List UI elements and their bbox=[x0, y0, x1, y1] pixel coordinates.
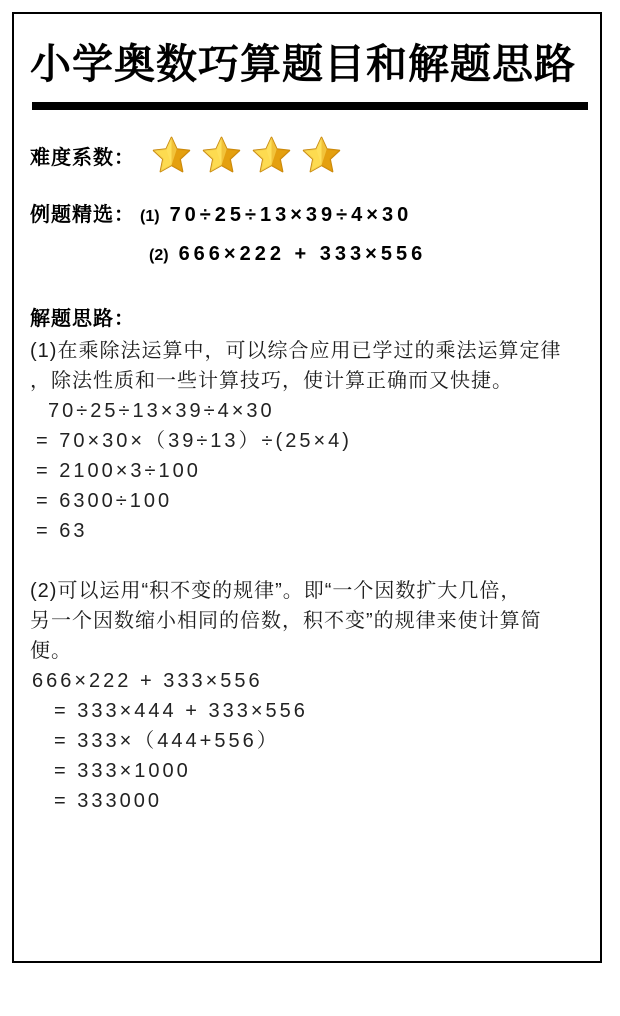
solution-2-steps bbox=[30, 666, 584, 816]
example-2-number: (2) bbox=[149, 247, 169, 264]
example-row-1 bbox=[30, 198, 584, 224]
difficulty-label: 难度系数： bbox=[30, 146, 135, 169]
solution-1-intro-line-1: (1)在乘除法运算中，可以综合应用已学过的乘法运算定律 bbox=[30, 340, 562, 362]
equation-line: = 2100×3÷100 bbox=[36, 460, 201, 482]
star-rating bbox=[151, 135, 342, 176]
star-icon bbox=[151, 135, 192, 176]
solution-label: 解题思路： bbox=[30, 308, 135, 330]
page-border bbox=[12, 12, 602, 963]
equation-line: = 333×（444+556） bbox=[54, 730, 280, 752]
example-1-number: (1) bbox=[140, 208, 160, 225]
equation-line: = 6300÷100 bbox=[36, 490, 173, 512]
solution-1-intro bbox=[30, 336, 584, 396]
example-1-expression: 70÷25÷13×39÷4×30 bbox=[169, 204, 413, 226]
solution-1-steps bbox=[30, 396, 584, 546]
equation-line: 70÷25÷13×39÷4×30 bbox=[48, 400, 275, 422]
equation-line: = 333×444 + 333×556 bbox=[54, 700, 308, 722]
equation-line: = 333×1000 bbox=[54, 760, 191, 782]
difficulty-row bbox=[30, 132, 584, 178]
solution-1-intro-line-2: ，除法性质和一些计算技巧，使计算正确而又快捷。 bbox=[30, 370, 513, 392]
equation-line: 666×222 + 333×556 bbox=[32, 670, 263, 692]
examples-section bbox=[30, 198, 584, 269]
page-title: 小学奥数巧算题目和解题思路 bbox=[30, 41, 576, 87]
solution-2-intro-line-3: 便。 bbox=[30, 640, 72, 662]
example-2-expression: 666×222 + 333×556 bbox=[178, 243, 427, 265]
example-row-2 bbox=[30, 243, 584, 269]
star-icon bbox=[201, 135, 242, 176]
equation-line: = 333000 bbox=[54, 790, 162, 812]
solution-2-intro bbox=[30, 576, 584, 666]
star-icon bbox=[251, 135, 292, 176]
equation-line: = 63 bbox=[36, 520, 88, 542]
title-divider bbox=[32, 102, 588, 110]
solution-2-intro-line-1: (2)可以运用“积不变的规律”。即“一个因数扩大几倍， bbox=[30, 580, 522, 602]
equation-line: = 70×30×（39÷13）÷(25×4) bbox=[36, 430, 352, 452]
solution-2-intro-line-2: 另一个因数缩小相同的倍数，积不变”的规律来使计算简 bbox=[30, 610, 542, 632]
star-icon bbox=[301, 135, 342, 176]
examples-label: 例题精选： bbox=[30, 204, 135, 226]
